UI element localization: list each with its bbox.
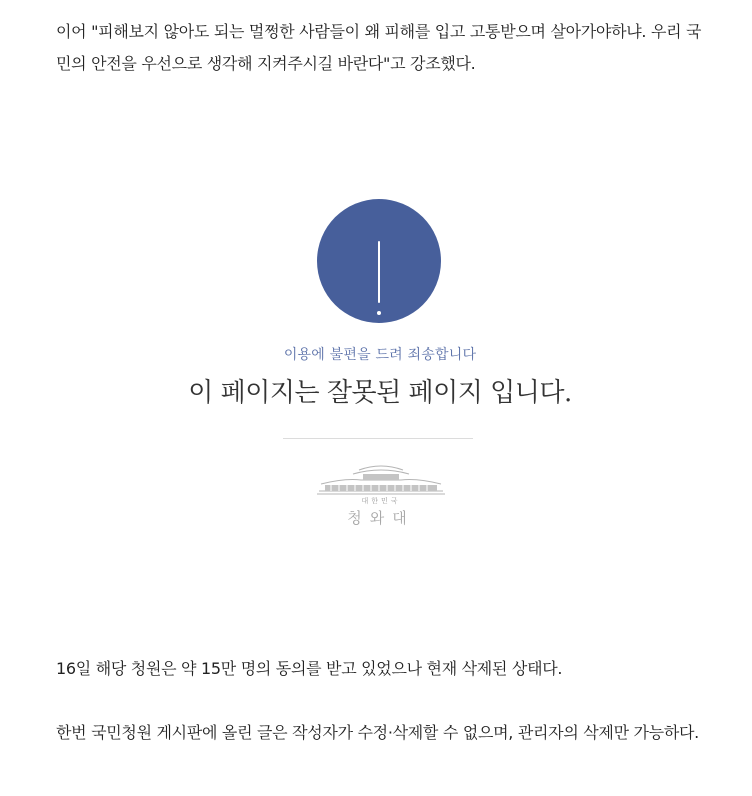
error-page-screenshot bbox=[180, 180, 580, 550]
apology-text: 이용에 불편을 드려 죄송합니다 bbox=[283, 347, 477, 363]
cheongwadae-emblem bbox=[315, 460, 447, 526]
emblem-caption: 대한민국 bbox=[361, 497, 401, 505]
article-paragraph: 이어 "피해보지 않아도 되는 멀쩡한 사람들이 왜 피해를 입고 고통받으며 살아가야하냐. 우리 국민의 안전을 우선으로 생각해 지켜주시길 바란다"고 강조했다. bbox=[56, 22, 702, 73]
article-paragraph: 16일 해당 청원은 약 15만 명의 동의를 받고 있었으나 현재 삭제된 상태다. bbox=[56, 659, 563, 678]
article-paragraph: 한번 국민청원 게시판에 올린 글은 작성자가 수정·삭제할 수 없으며, 관리자의 삭제만 가능하다. bbox=[56, 723, 699, 742]
divider bbox=[283, 438, 473, 439]
emblem-name: 청와대 bbox=[347, 509, 415, 527]
exclamation-icon bbox=[317, 199, 441, 323]
blue-house-building-icon bbox=[315, 460, 447, 496]
exclamation-bar bbox=[378, 241, 380, 303]
error-headline: 이 페이지는 잘못된 페이지 입니다. bbox=[188, 378, 572, 408]
exclamation-dot bbox=[377, 311, 381, 315]
